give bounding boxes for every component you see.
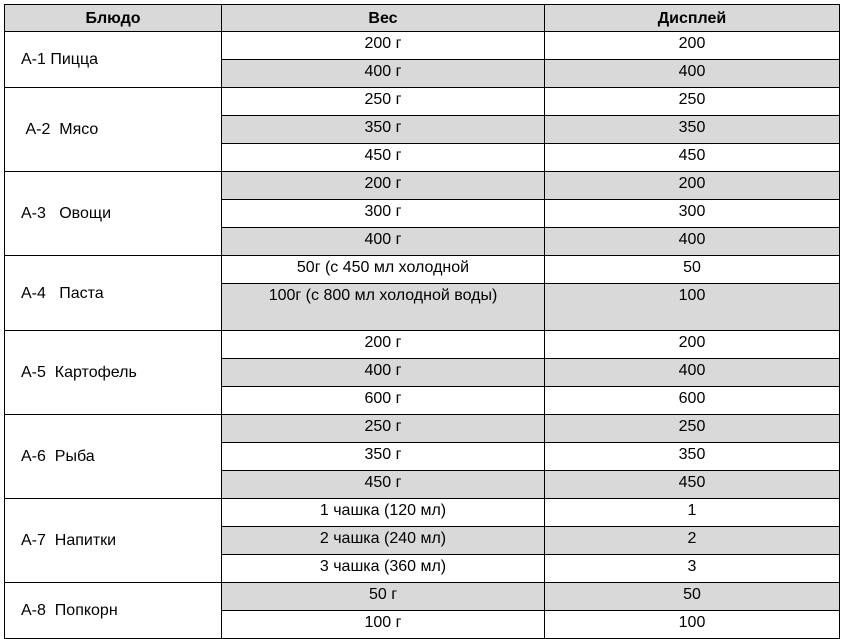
- display-cell: 350: [545, 116, 840, 144]
- dish-cell: А-7 Напитки: [5, 499, 222, 583]
- display-cell: 350: [545, 443, 840, 471]
- display-cell: 450: [545, 471, 840, 499]
- weight-cell: 400 г: [222, 60, 545, 88]
- dish-cell: А-8 Попкорн: [5, 583, 222, 639]
- display-cell: 200: [545, 32, 840, 60]
- weight-cell: 600 г: [222, 387, 545, 415]
- display-cell: 450: [545, 144, 840, 172]
- display-cell: 250: [545, 415, 840, 443]
- display-cell: 250: [545, 88, 840, 116]
- weight-cell: 2 чашка (240 мл): [222, 527, 545, 555]
- table-row: [5, 415, 840, 443]
- display-cell: 3: [545, 555, 840, 583]
- dish-cell: А-6 Рыба: [5, 415, 222, 499]
- table-row: [5, 32, 840, 60]
- weight-cell: 350 г: [222, 443, 545, 471]
- weight-cell: 250 г: [222, 415, 545, 443]
- display-cell: 400: [545, 60, 840, 88]
- header-dish: Блюдо: [5, 5, 222, 32]
- header-weight: Вес: [222, 5, 545, 32]
- weight-cell: 1 чашка (120 мл): [222, 499, 545, 527]
- display-cell: 50: [545, 583, 840, 611]
- display-cell: 400: [545, 359, 840, 387]
- dish-cell: А-3 Овощи: [5, 172, 222, 256]
- dish-cell: А-2 Мясо: [5, 88, 222, 172]
- header-row: [5, 5, 840, 32]
- display-cell: 50: [545, 256, 840, 284]
- table-row: [5, 172, 840, 200]
- table-body: [5, 32, 840, 639]
- weight-cell: 250 г: [222, 88, 545, 116]
- header-display: Дисплей: [545, 5, 840, 32]
- display-cell: 2: [545, 527, 840, 555]
- display-cell: 1: [545, 499, 840, 527]
- weight-cell: 200 г: [222, 331, 545, 359]
- weight-cell: 50г (с 450 мл холодной: [222, 256, 545, 284]
- weight-cell: 300 г: [222, 200, 545, 228]
- dish-cell: А-5 Картофель: [5, 331, 222, 415]
- table-row: [5, 583, 840, 611]
- cooking-programs-table: [4, 4, 840, 639]
- display-cell: 100: [545, 611, 840, 639]
- weight-cell: 50 г: [222, 583, 545, 611]
- table-row: [5, 331, 840, 359]
- table-row: [5, 499, 840, 527]
- weight-cell: 200 г: [222, 172, 545, 200]
- table-row: [5, 88, 840, 116]
- weight-cell: 200 г: [222, 32, 545, 60]
- dish-cell: А-4 Паста: [5, 256, 222, 331]
- dish-cell: А-1 Пицца: [5, 32, 222, 88]
- weight-cell: 3 чашка (360 мл): [222, 555, 545, 583]
- weight-cell: 350 г: [222, 116, 545, 144]
- display-cell: 100: [545, 284, 840, 331]
- weight-cell: 450 г: [222, 471, 545, 499]
- weight-cell: 400 г: [222, 228, 545, 256]
- table-row: [5, 256, 840, 284]
- display-cell: 400: [545, 228, 840, 256]
- weight-cell: 400 г: [222, 359, 545, 387]
- weight-cell: 100г (с 800 мл холодной воды): [222, 284, 545, 331]
- weight-cell: 450 г: [222, 144, 545, 172]
- weight-cell: 100 г: [222, 611, 545, 639]
- display-cell: 300: [545, 200, 840, 228]
- display-cell: 200: [545, 172, 840, 200]
- display-cell: 600: [545, 387, 840, 415]
- display-cell: 200: [545, 331, 840, 359]
